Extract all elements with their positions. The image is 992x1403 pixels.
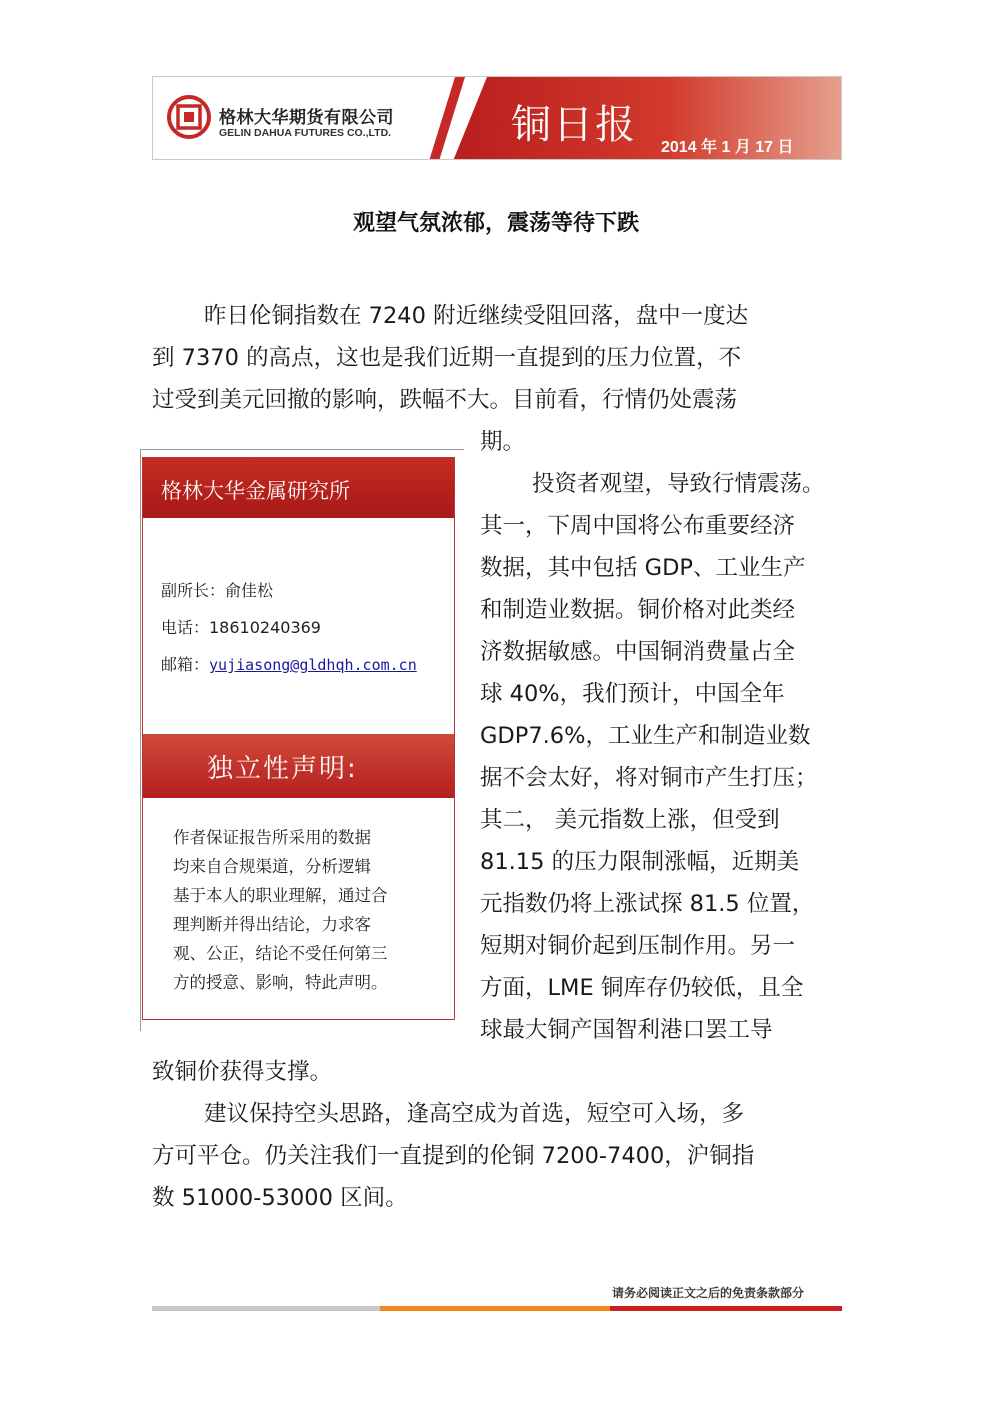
article-line: 短期对铜价起到压制作用。另一	[480, 933, 796, 959]
company-name-cn: 格林大华期货有限公司	[219, 108, 394, 128]
article-line: 81.15 的压力限制涨幅，近期美	[480, 849, 800, 875]
declaration-title: 独立性声明:	[207, 754, 358, 784]
report-header-banner	[152, 76, 842, 160]
institute-name: 格林大华金属研究所	[161, 479, 350, 503]
declaration-line: 理判断并得出结论，力求客	[173, 915, 371, 934]
footer-bar-gray	[152, 1306, 380, 1311]
company-logo-icon	[167, 95, 211, 139]
declaration-line: 均来自合规渠道，分析逻辑	[173, 857, 371, 876]
article-line: 球最大铜产国智利港口罢工导	[480, 1017, 773, 1043]
article-line: 和制造业数据。铜价格对此类经	[480, 597, 796, 623]
article-line: GDP7.6%，工业生产和制造业数	[480, 723, 811, 749]
article-line: 期。	[480, 429, 526, 455]
article-line: 球 40%，我们预计，中国全年	[480, 681, 785, 707]
report-title: 铜日报	[511, 102, 637, 148]
declaration-line: 观、公正，结论不受任何第三	[173, 944, 388, 963]
institute-header	[143, 458, 454, 518]
article-line: 过受到美元回撤的影响，跌幅不大。目前看，行情仍处震荡	[152, 387, 738, 413]
article-line: 据不会太好，将对铜市产生打压；	[480, 765, 818, 791]
declaration-line: 作者保证报告所采用的数据	[173, 828, 371, 847]
article-line: 其二， 美元指数上涨，但受到	[480, 807, 780, 833]
article-line: 昨日伦铜指数在 7240 附近继续受阻回落，盘中一度达	[204, 303, 749, 329]
article-line: 建议保持空头思路，逢高空成为首选，短空可入场，多	[204, 1101, 745, 1127]
email-link[interactable]: yujiasong@gldhqh.com.cn	[209, 656, 417, 674]
declaration-line: 方的授意、影响，特此声明。	[173, 973, 388, 992]
article-line: 方可平仓。仍关注我们一直提到的伦铜 7200-7400，沪铜指	[152, 1143, 755, 1169]
article-line: 其一，下周中国将公布重要经济	[480, 513, 796, 539]
article-line: 方面，LME 铜库存仍较低，且全	[480, 975, 804, 1001]
email-label: 邮箱：	[161, 655, 210, 674]
email-row	[161, 652, 417, 675]
article-line: 济数据敏感。中国铜消费量占全	[480, 639, 796, 665]
article-line: 元指数仍将上涨试探 81.5 位置，	[480, 891, 815, 917]
report-date: 2014 年 1 月 17 日	[661, 139, 794, 156]
article-line: 投资者观望，导致行情震荡。	[532, 471, 825, 497]
analyst-sidebar	[142, 457, 455, 1020]
footer-bar-orange	[380, 1306, 610, 1311]
article-headline: 观望气氛浓郁，震荡等待下跌	[352, 210, 639, 236]
article-line: 数据，其中包括 GDP、工业生产	[480, 555, 806, 581]
declaration-line: 基于本人的职业理解，通过合	[173, 886, 388, 905]
article-line: 到 7370 的高点，这也是我们近期一直提到的压力位置，不	[152, 345, 742, 371]
article-line: 数 51000-53000 区间。	[152, 1185, 408, 1211]
declaration-header	[143, 734, 454, 798]
footer-bar-red	[610, 1306, 842, 1311]
company-name-en: GELIN DAHUA FUTURES CO.,LTD.	[219, 127, 392, 139]
disclaimer-notice: 请务必阅读正文之后的免责条款部分	[612, 1286, 805, 1300]
deputy-director: 副所长：俞佳松	[161, 581, 274, 600]
article-line: 致铜价获得支撑。	[152, 1059, 333, 1085]
phone-number: 电话：18610240369	[161, 618, 321, 637]
